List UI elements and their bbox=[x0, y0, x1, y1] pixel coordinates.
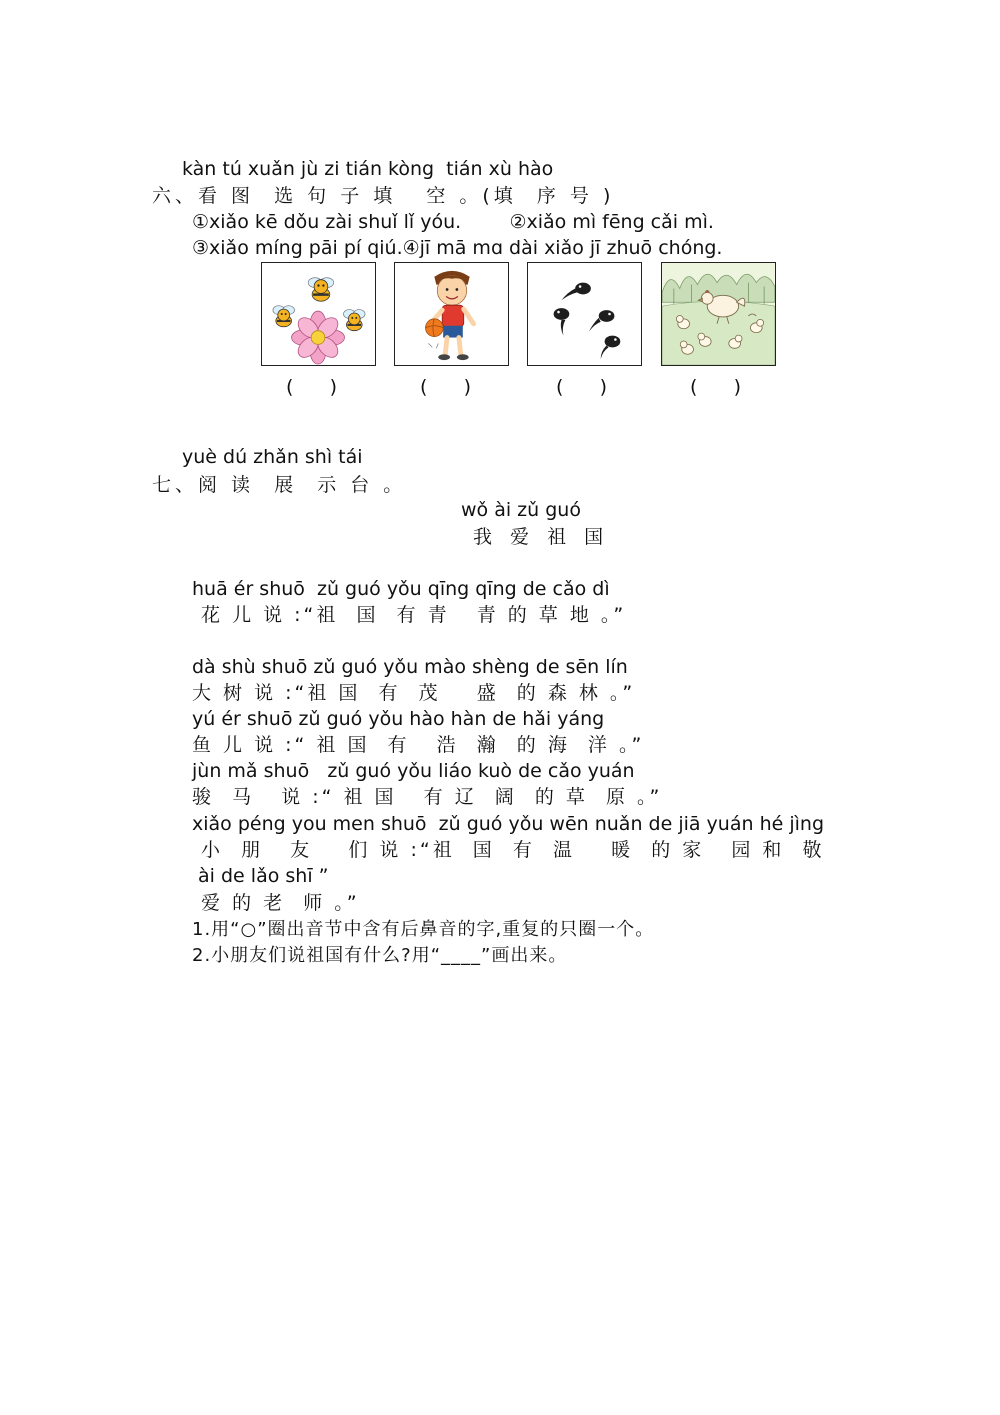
boy-ball-picture bbox=[394, 262, 509, 366]
poem-line-hanzi: 骏 马 说 :“ 祖 国 有 辽 阔 的 草 原 。” bbox=[192, 786, 663, 808]
poem-line-hanzi: 鱼 儿 说 :“ 祖 国 有 浩 瀚 的 海 洋 。” bbox=[192, 734, 645, 756]
section6-options-line1: ①xiǎo kē dǒu zài shuǐ lǐ yóu. ②xiǎo mì fēng cǎi mì. bbox=[192, 211, 714, 233]
section7-pinyin: yuè dú zhǎn shì tái bbox=[182, 446, 363, 468]
section6-heading: 六、看 图 选 句 子 填 空 。(填 序 号 ) bbox=[152, 185, 615, 207]
poem-line-hanzi: 大 树 说 :“祖 国 有 茂 盛 的 森 林 。” bbox=[192, 682, 636, 704]
bee-flower-icon bbox=[262, 263, 375, 365]
poem-title: 我 爱 祖 国 bbox=[473, 526, 610, 548]
answer-paren-1[interactable]: ( ) bbox=[286, 376, 338, 398]
section6-pinyin: kàn tú xuǎn jù zi tián kòng tián xù hào bbox=[182, 158, 554, 180]
bee-flower-picture bbox=[261, 262, 376, 366]
poem-line-pinyin: huā ér shuō zǔ guó yǒu qīng qīng de cǎo dì bbox=[192, 578, 610, 600]
answer-paren-3[interactable]: ( ) bbox=[556, 376, 608, 398]
section6-options-line2: ③xiǎo míng pāi pí qiú.④jī mā mɑ dài xiǎo jī zhuō chóng. bbox=[192, 237, 723, 259]
poem-line-hanzi: 花 儿 说 :“祖 国 有 青 青 的 草 地 。” bbox=[192, 604, 627, 626]
poem-line-pinyin: dà shù shuō zǔ guó yǒu mào shèng de sēn lín bbox=[192, 656, 628, 678]
answer-paren-4[interactable]: ( ) bbox=[690, 376, 742, 398]
poem-line-hanzi: 爱 的 老 师 。” bbox=[192, 892, 360, 914]
boy-ball-icon bbox=[395, 263, 508, 365]
hen-chicks-icon bbox=[662, 263, 775, 365]
poem-title-pinyin: wǒ ài zǔ guó bbox=[461, 499, 581, 521]
tadpole-icon bbox=[528, 263, 641, 365]
question-1: 1.用“○”圈出音节中含有后鼻音的字,重复的只圈一个。 bbox=[192, 919, 655, 940]
poem-line-hanzi: 小 朋 友 们 说 :“祖 国 有 温 暖 的 家 园 和 敬 bbox=[192, 839, 825, 861]
question-2: 2.小朋友们说祖国有什么?用“____”画出来。 bbox=[192, 945, 568, 966]
answer-paren-2[interactable]: ( ) bbox=[420, 376, 472, 398]
poem-line-pinyin: xiǎo péng you men shuō zǔ guó yǒu wēn nuǎn de jiā yuán hé jìng bbox=[192, 813, 825, 835]
hen-chicks-picture bbox=[661, 262, 776, 366]
poem-line-pinyin: yú ér shuō zǔ guó yǒu hào hàn de hǎi yáng bbox=[192, 708, 605, 730]
poem-line-pinyin: ài de lǎo shī ” bbox=[192, 865, 329, 887]
tadpole-picture bbox=[527, 262, 642, 366]
section7-heading: 七、阅 读 展 示 台 。 bbox=[152, 474, 407, 496]
poem-line-pinyin: jùn mǎ shuō zǔ guó yǒu liáo kuò de cǎo yuán bbox=[192, 760, 635, 782]
